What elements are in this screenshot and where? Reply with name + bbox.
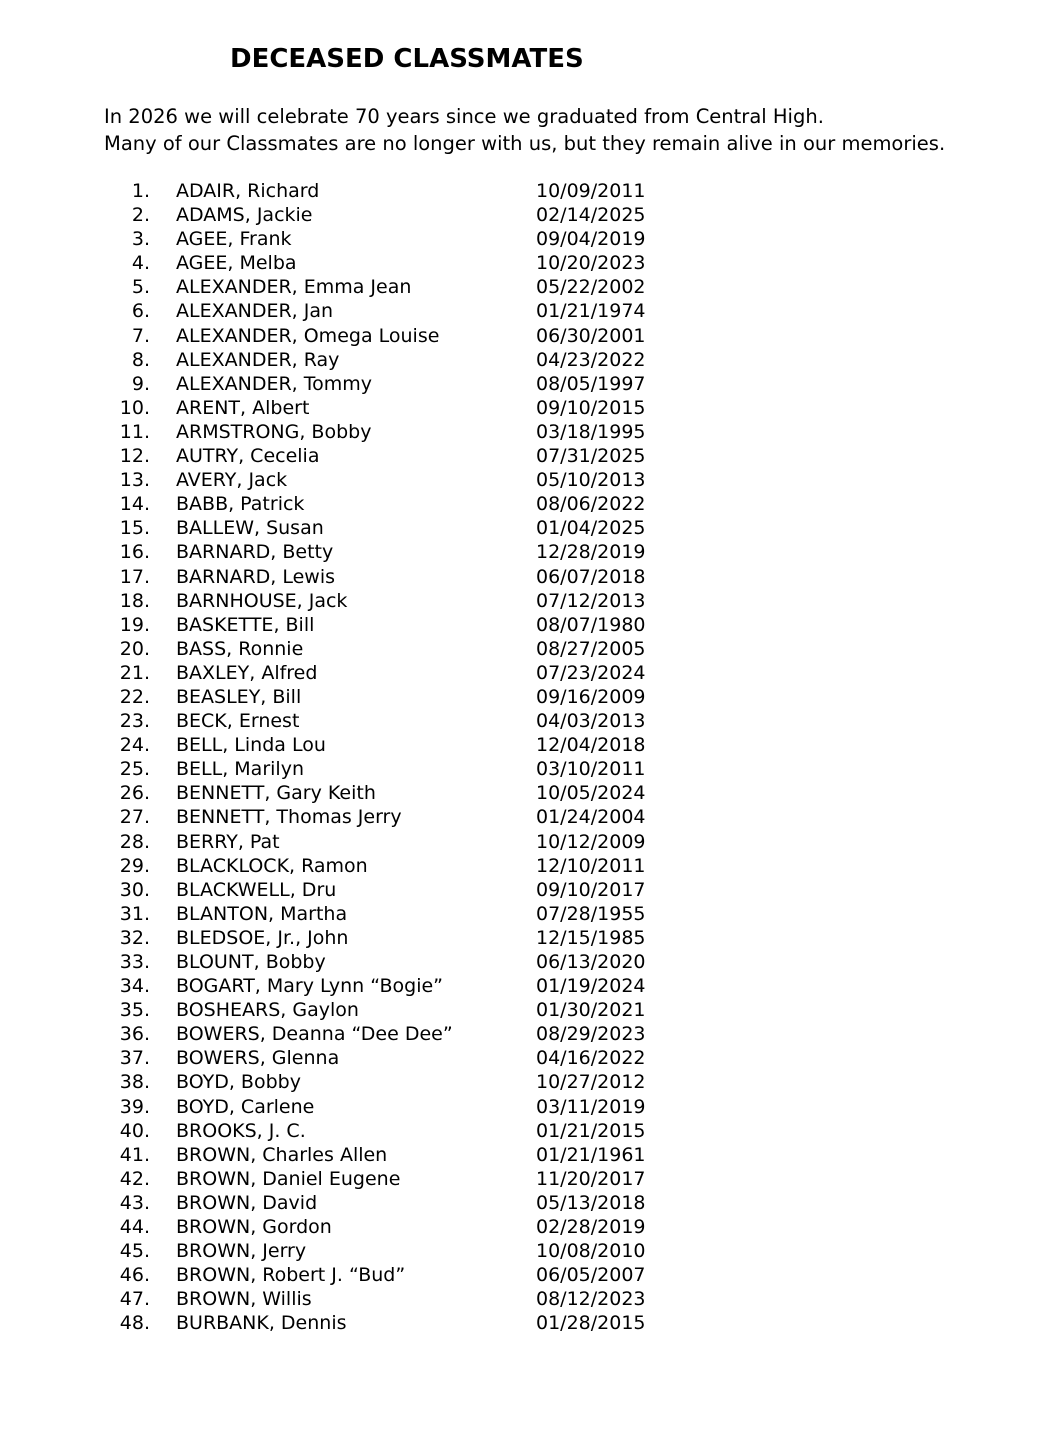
classmate-name: BENNETT, Thomas Jerry [176, 806, 402, 829]
classmate-name: ADAIR, Richard [176, 180, 320, 202]
classmate-number: 13. [119, 469, 150, 492]
classmate-row [0, 1311, 1042, 1335]
classmate-row [0, 661, 1042, 685]
classmate-number: 21. [119, 661, 150, 684]
classmate-row [0, 444, 1042, 468]
classmate-name: ALEXANDER, Ray [176, 348, 340, 371]
classmate-number: 38. [119, 1071, 150, 1094]
classmate-row [0, 372, 1042, 396]
classmate-row [0, 878, 1042, 902]
classmate-date: 09/04/2019 [536, 228, 646, 251]
classmate-row [0, 733, 1042, 757]
classmate-date: 07/12/2013 [536, 589, 646, 612]
classmate-date: 03/10/2011 [536, 758, 646, 781]
classmate-name: BOWERS, Glenna [176, 1047, 340, 1070]
classmate-row [0, 1119, 1042, 1143]
classmate-date: 05/10/2013 [536, 469, 646, 492]
classmate-date: 02/14/2025 [536, 204, 646, 227]
classmate-number: 7. [131, 324, 150, 347]
classmate-date: 03/18/1995 [536, 420, 646, 443]
classmate-number: 28. [119, 830, 150, 853]
classmate-name: BOSHEARS, Gaylon [176, 999, 359, 1022]
classmate-date: 01/21/1961 [536, 1143, 646, 1166]
classmate-name: BAXLEY, Alfred [176, 661, 318, 684]
classmate-number: 34. [119, 975, 150, 998]
classmate-number: 2. [131, 204, 150, 227]
classmate-date: 11/20/2017 [536, 1167, 646, 1190]
classmate-date: 07/28/1955 [536, 902, 646, 925]
classmate-row [0, 1022, 1042, 1046]
classmate-date: 01/28/2015 [536, 1312, 646, 1335]
classmate-row [0, 1070, 1042, 1094]
classmate-name: BASKETTE, Bill [176, 613, 315, 636]
classmate-name: BARNARD, Lewis [176, 565, 336, 588]
classmate-number: 20. [119, 637, 150, 660]
classmate-number: 27. [119, 806, 150, 829]
classmate-date: 12/28/2019 [536, 541, 646, 564]
classmate-number: 33. [119, 951, 150, 973]
classmate-name: ARENT, Albert [176, 396, 310, 419]
classmate-date: 06/30/2001 [536, 324, 646, 347]
classmate-number: 4. [131, 252, 150, 275]
classmate-number: 24. [119, 734, 150, 757]
classmate-number: 14. [119, 493, 150, 516]
classmate-row [0, 324, 1042, 348]
classmate-name: BECK, Ernest [176, 710, 300, 733]
classmate-row [0, 1191, 1042, 1215]
classmate-date: 06/05/2007 [536, 1264, 646, 1287]
classmate-row [0, 275, 1042, 299]
classmate-number: 32. [119, 926, 150, 949]
classmate-name: AGEE, Frank [176, 228, 292, 251]
classmate-name: BEASLEY, Bill [176, 685, 302, 708]
classmate-name: BARNHOUSE, Jack [176, 589, 348, 612]
classmate-name: BLANTON, Martha [176, 902, 348, 925]
classmate-number: 40. [119, 1119, 150, 1142]
classmate-date: 10/20/2023 [536, 252, 646, 275]
classmate-row [0, 299, 1042, 323]
classmate-number: 29. [119, 854, 150, 877]
classmate-number: 3. [131, 228, 150, 251]
classmate-number: 41. [119, 1143, 150, 1166]
classmate-name: BOGART, Mary Lynn “Bogie” [176, 975, 444, 998]
classmate-number: 19. [119, 613, 150, 636]
classmate-row [0, 396, 1042, 420]
classmate-date: 01/24/2004 [536, 806, 646, 829]
classmate-date: 10/27/2012 [536, 1071, 646, 1094]
classmate-number: 25. [119, 758, 150, 781]
classmate-name: BROWN, Jerry [176, 1240, 307, 1263]
classmate-row [0, 1239, 1042, 1263]
classmate-list [0, 179, 1042, 1336]
classmate-date: 08/29/2023 [536, 1023, 646, 1046]
classmate-date: 01/30/2021 [536, 999, 646, 1022]
classmate-number: 9. [131, 372, 150, 395]
classmate-date: 03/11/2019 [536, 1095, 646, 1118]
classmate-number: 15. [119, 517, 150, 540]
classmate-date: 06/13/2020 [536, 951, 646, 973]
classmate-row [0, 854, 1042, 878]
classmate-date: 08/12/2023 [536, 1288, 646, 1311]
classmate-number: 48. [119, 1312, 150, 1335]
classmate-name: BELL, Linda Lou [176, 734, 326, 757]
intro-line-1: In 2026 we will celebrate 70 years since we graduated from Central High. [104, 105, 824, 128]
classmate-number: 31. [119, 902, 150, 925]
classmate-number: 26. [119, 782, 150, 805]
classmate-row [0, 1287, 1042, 1311]
intro-paragraph [104, 103, 945, 157]
classmate-number: 45. [119, 1240, 150, 1263]
classmate-row [0, 950, 1042, 974]
classmate-row [0, 902, 1042, 926]
classmate-row [0, 637, 1042, 661]
classmate-name: BOYD, Carlene [176, 1095, 315, 1118]
classmate-name: BOYD, Bobby [176, 1071, 301, 1094]
classmate-name: BROWN, Gordon [176, 1216, 332, 1239]
classmate-date: 08/06/2022 [536, 493, 646, 516]
classmate-name: BLACKWELL, Dru [176, 878, 337, 901]
classmate-date: 12/15/1985 [536, 926, 646, 949]
classmate-date: 09/16/2009 [536, 685, 646, 708]
classmate-number: 42. [119, 1167, 150, 1190]
classmate-name: AVERY, Jack [176, 469, 288, 492]
classmate-name: BROWN, Willis [176, 1288, 312, 1311]
classmate-name: BALLEW, Susan [176, 517, 324, 540]
classmate-date: 08/27/2005 [536, 637, 646, 660]
classmate-name: ARMSTRONG, Bobby [176, 420, 372, 443]
classmate-date: 05/22/2002 [536, 276, 646, 299]
classmate-date: 04/23/2022 [536, 348, 646, 371]
classmate-date: 08/07/1980 [536, 613, 646, 636]
classmate-row [0, 805, 1042, 829]
classmate-date: 10/12/2009 [536, 830, 646, 853]
classmate-date: 04/03/2013 [536, 710, 646, 733]
classmate-row [0, 685, 1042, 709]
classmate-row [0, 251, 1042, 275]
classmate-name: BARNARD, Betty [176, 541, 334, 564]
classmate-date: 01/21/1974 [536, 300, 646, 323]
classmate-name: BROOKS, J. C. [176, 1119, 306, 1142]
classmate-number: 39. [119, 1095, 150, 1118]
classmate-date: 01/04/2025 [536, 517, 646, 540]
classmate-name: ADAMS, Jackie [176, 204, 313, 227]
classmate-row [0, 179, 1042, 203]
classmate-row [0, 709, 1042, 733]
classmate-date: 10/05/2024 [536, 782, 646, 805]
classmate-name: BLOUNT, Bobby [176, 951, 326, 973]
classmate-number: 10. [119, 396, 150, 419]
classmate-number: 46. [119, 1264, 150, 1287]
classmate-number: 6. [131, 300, 150, 323]
classmate-row [0, 1095, 1042, 1119]
classmate-row [0, 565, 1042, 589]
classmate-row [0, 781, 1042, 805]
classmate-name: BENNETT, Gary Keith [176, 782, 376, 805]
page-title: DECEASED CLASSMATES [230, 44, 584, 74]
classmate-date: 04/16/2022 [536, 1047, 646, 1070]
classmate-number: 47. [119, 1288, 150, 1311]
classmate-number: 11. [119, 420, 150, 443]
classmate-row [0, 1167, 1042, 1191]
classmate-date: 12/10/2011 [536, 854, 646, 877]
classmate-name: BLEDSOE, Jr., John [176, 926, 349, 949]
classmate-name: ALEXANDER, Emma Jean [176, 276, 412, 299]
classmate-number: 36. [119, 1023, 150, 1046]
classmate-row [0, 613, 1042, 637]
classmate-number: 23. [119, 710, 150, 733]
classmate-date: 07/31/2025 [536, 445, 646, 468]
classmate-number: 1. [131, 180, 150, 202]
classmate-date: 01/19/2024 [536, 975, 646, 998]
classmate-name: AUTRY, Cecelia [176, 445, 320, 468]
classmate-name: BROWN, Daniel Eugene [176, 1167, 401, 1190]
classmate-name: BERRY, Pat [176, 830, 280, 853]
classmate-name: BOWERS, Deanna “Dee Dee” [176, 1023, 453, 1046]
classmate-number: 30. [119, 878, 150, 901]
classmate-row [0, 468, 1042, 492]
classmate-name: ALEXANDER, Tommy [176, 372, 372, 395]
classmate-number: 43. [119, 1191, 150, 1214]
classmate-row [0, 348, 1042, 372]
classmate-name: BLACKLOCK, Ramon [176, 854, 368, 877]
intro-line-2: Many of our Classmates are no longer with us, but they remain alive in our memories. [104, 132, 946, 155]
classmate-number: 17. [119, 565, 150, 588]
classmate-date: 10/09/2011 [536, 180, 646, 202]
classmate-row [0, 227, 1042, 251]
classmate-name: ALEXANDER, Omega Louise [176, 324, 440, 347]
classmate-date: 02/28/2019 [536, 1216, 646, 1239]
classmate-row [0, 492, 1042, 516]
classmate-date: 08/05/1997 [536, 372, 646, 395]
classmate-name: BROWN, Charles Allen [176, 1143, 388, 1166]
classmate-number: 35. [119, 999, 150, 1022]
classmate-row [0, 420, 1042, 444]
classmate-date: 09/10/2015 [536, 396, 646, 419]
classmate-name: BROWN, Robert J. “Bud” [176, 1264, 406, 1287]
classmate-number: 37. [119, 1047, 150, 1070]
classmate-number: 5. [131, 276, 150, 299]
classmate-name: BELL, Marilyn [176, 758, 304, 781]
classmate-row [0, 516, 1042, 540]
classmate-name: AGEE, Melba [176, 252, 297, 275]
classmate-number: 18. [119, 589, 150, 612]
classmate-row [0, 1263, 1042, 1287]
classmate-number: 8. [131, 348, 150, 371]
classmate-name: BROWN, David [176, 1191, 318, 1214]
classmate-name: BABB, Patrick [176, 493, 305, 516]
classmate-number: 12. [119, 445, 150, 468]
classmate-date: 09/10/2017 [536, 878, 646, 901]
classmate-number: 22. [119, 685, 150, 708]
classmate-number: 16. [119, 541, 150, 564]
classmate-date: 06/07/2018 [536, 565, 646, 588]
classmate-row [0, 589, 1042, 613]
classmate-row [0, 203, 1042, 227]
classmate-name: BASS, Ronnie [176, 637, 304, 660]
classmate-row [0, 1143, 1042, 1167]
classmate-date: 01/21/2015 [536, 1119, 646, 1142]
classmate-name: BURBANK, Dennis [176, 1312, 347, 1335]
classmate-row [0, 757, 1042, 781]
classmate-date: 10/08/2010 [536, 1240, 646, 1263]
classmate-row [0, 540, 1042, 564]
classmate-row [0, 1046, 1042, 1070]
classmate-row [0, 1215, 1042, 1239]
classmate-name: ALEXANDER, Jan [176, 300, 334, 323]
classmate-date: 07/23/2024 [536, 661, 646, 684]
classmate-row [0, 974, 1042, 998]
classmate-date: 12/04/2018 [536, 734, 646, 757]
classmate-row [0, 926, 1042, 950]
classmate-row [0, 998, 1042, 1022]
classmate-row [0, 830, 1042, 854]
classmate-date: 05/13/2018 [536, 1191, 646, 1214]
classmate-number: 44. [119, 1216, 150, 1239]
